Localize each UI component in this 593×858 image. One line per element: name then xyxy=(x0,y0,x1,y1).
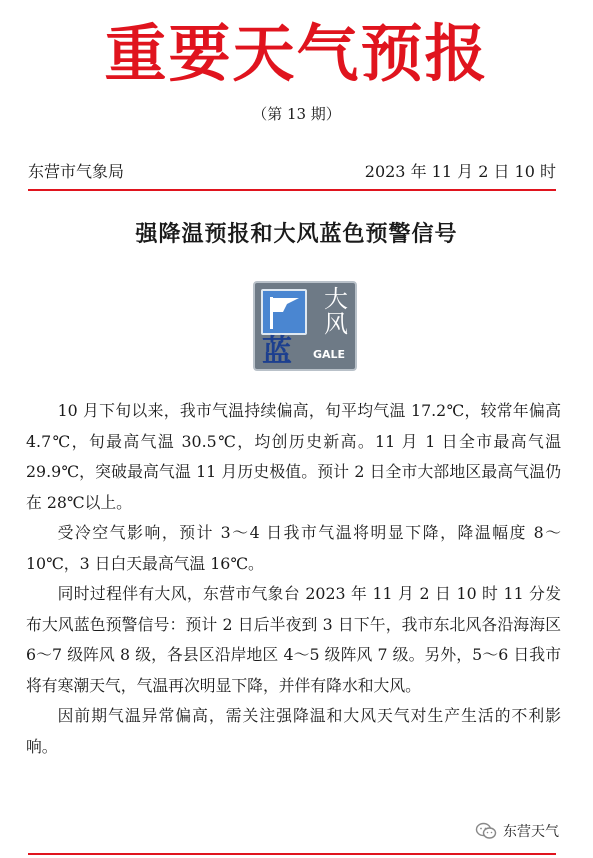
document-body xyxy=(26,396,561,762)
paragraph: 受冷空气影响，预计 3～4 日我市气温将明显下降，降温幅度 8～10℃，3 日白天最高气温 16℃。 xyxy=(26,523,561,573)
signal-char-top: 大 xyxy=(324,285,348,313)
windsock-flag-icon xyxy=(261,289,307,335)
masthead-title: 重要天气预报 xyxy=(104,17,489,90)
signal-level-char: 蓝 xyxy=(262,334,292,369)
signal-char-mid: 风 xyxy=(324,310,348,338)
issue-number: （第 13 期） xyxy=(252,105,341,123)
issue-datetime: 2023 年 11 月 2 日 10 时 xyxy=(364,162,556,181)
paragraph: 10 月下旬以来，我市气温持续偏高，旬平均气温 17.2℃，较常年偏高 4.7℃，旬最高气温 30.5℃，均创历史新高。11 月 1 日全市最高气温 29.9℃，突破最高气温 11 月历史极值。预计 2 日全市大部地区最高气温仍在 28℃以上。 xyxy=(26,401,561,512)
gale-blue-warning-icon xyxy=(253,281,357,371)
header-divider xyxy=(28,189,556,191)
issuer: 东营市气象局 xyxy=(28,162,125,181)
signal-english-label: GALE xyxy=(312,348,346,361)
document-title: 强降温预报和大风蓝色预警信号 xyxy=(135,221,458,247)
footer-divider xyxy=(28,853,556,855)
watermark-text: 东营天气 xyxy=(503,824,559,840)
document-meta xyxy=(28,160,556,184)
wechat-icon xyxy=(475,822,497,840)
paragraph: 因前期气温异常偏高，需关注强降温和大风天气对生产生活的不利影响。 xyxy=(26,706,561,756)
paragraph: 同时过程伴有大风，东营市气象台 2023 年 11 月 2 日 10 时 11 分发布大风蓝色预警信号：预计 2 日后半夜到 3 日下午，我市东北风各沿海海区 6～7 级阵风 8 级，各县区沿岸地区 4～5 级阵风 7 级。另外，5～6 日我市将有寒潮天气，气温再次明显下降，并伴有降水和大风。 xyxy=(26,584,561,695)
wechat-watermark xyxy=(475,820,559,842)
